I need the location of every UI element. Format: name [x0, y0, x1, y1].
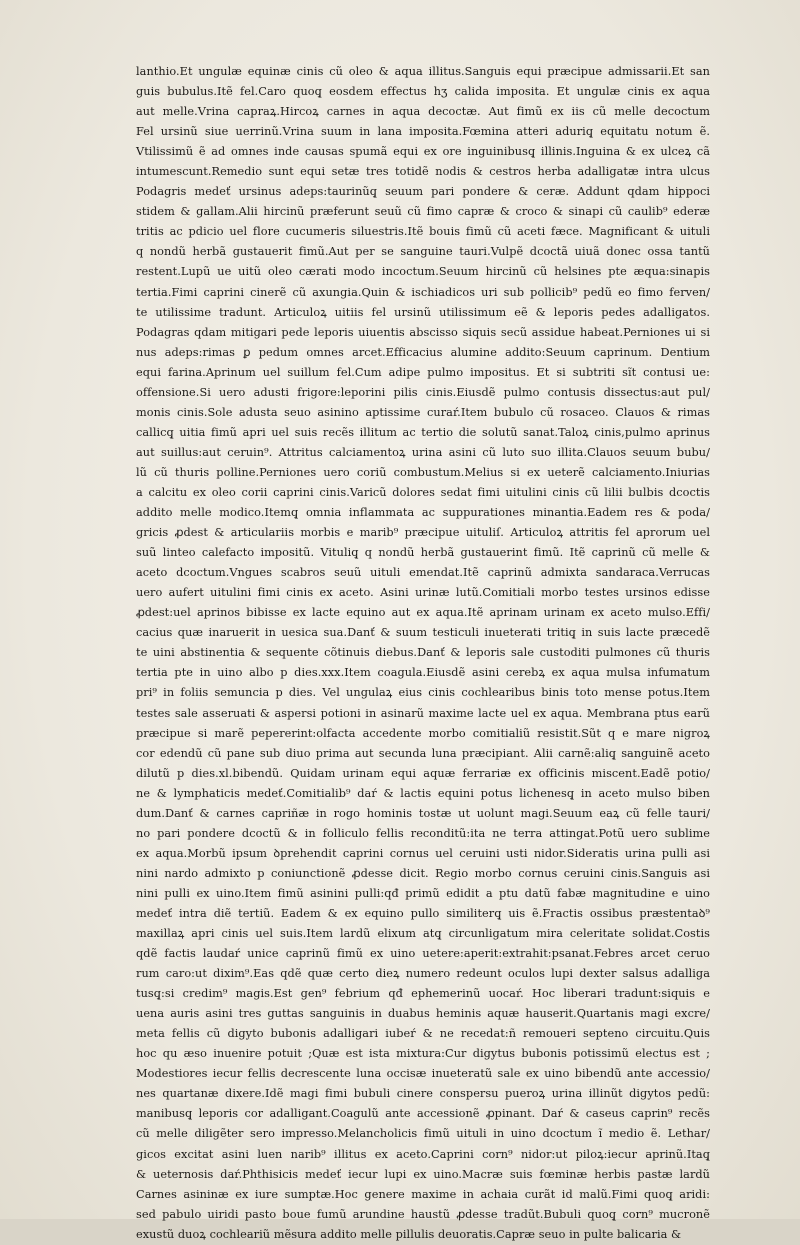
text-line: te uini abstinentia & sequente cõtinuis diebus.Danť & leporis sale custoditi pulmones cũ thuris [136, 646, 710, 660]
text-line: offensione.Si uero adusti frigore:leporini pilis cinis.Eiusdẽ pulmo contusis dissectus:aut pul/ [136, 385, 710, 399]
text-line: cũ melle diligẽter sero impresso.Melancholicis fimũ uituli in uino dcoctum ĩ medio ẽ. Lethar/ [136, 1127, 710, 1141]
text-line: testes sale asseruati & aspersi potioni in asinarũ maxime lacte uel ex aqua. Membrana ptus earũ [136, 706, 710, 720]
text-line: intumescunt.Remedio sunt equi setæ tres totidẽ nodis & cestros herba adalligatæ intra ulcus [136, 165, 710, 179]
text-line: Podagras qdam mitigari pede leporis uiuentis abscisso siquis secũ assidue habeat.Perniones ui si [136, 325, 710, 339]
text-line: aut suillus:aut ceruin⁹. Attritus calciamentoꝝ urina asini cũ luto suo illita.Clauos seuum bubu/ [136, 445, 710, 459]
text-line: lũ cũ thuris polline.Perniones uero coriũ combustum.Melius si ex ueterẽ calciamento.Iniurias [136, 465, 710, 479]
text-line: Fel ursinũ siue uerrinũ.Vrina suum in lana imposita.Fœmina atteri aduriq̧ equitatu notum ẽ. [136, 125, 710, 139]
text-line: cacius quæ inaruerit in uesica sua.Danť & suum testiculi inueterati tritiq̧ in suis lacte præcedẽ [136, 626, 710, 640]
text-line: guis bubulus.Itẽ fel.Caro quoq̧ eosdem effectus hʒ calida imposita. Et ungulæ cinis ex aqua [136, 85, 710, 99]
text-line: exustũ duoꝝ cochleariũ mẽsura addito melle pillulis deuoratis.Capræ seuo in pulte balicaria & [136, 1227, 682, 1241]
text-line: monis cinis.Sole adusta seuo asinino aptissime curaŕ.Item bubulo cũ rosaceo. Clauos & rimas [136, 405, 710, 419]
text-line: sed pabulo uiridi pasto boue fumũ arundine haustũ ꝓdesse tradũt.Bubuli quoq̧ corn⁹ mucronẽ [136, 1207, 710, 1221]
text-line: q nondũ herbã gustauerit fimũ.Aut per se sanguine tauri.Vulpẽ dcoctã uiuã donec ossa tantũ [136, 245, 710, 259]
text-line: tusq̧:si credim⁹ magis.Est gen⁹ febrium qđ ephemerinũ uocaŕ. Hoc liberari tradunt:siquis e [136, 987, 710, 1001]
text-line: nes quartanæ dixere.Idẽ magi fimi bubuli cinere conspersu pueroꝝ urina illinũt digytos pedũ: [136, 1087, 710, 1101]
text-line: medeť intra diẽ tertiũ. Eadem & ex equino pullo similiterq̧ uis ẽ.Fractis ossibus præstentaꝺ⁹ [136, 906, 710, 920]
text-line: maxillaꝝ apri cinis uel suis.Item lardũ elixum atq̧ circunligatum mira celeritate solidat.Costis [136, 927, 710, 941]
text-line: pri⁹ in foliis semuncia p dies. Vel ungulaꝝ eius cinis cochlearibus binis toto mense potus.Item [136, 686, 710, 700]
text-line: gicos excitat asini luen narib⁹ illitus ex aceto.Caprini corn⁹ nidor:ut piloꝝ:iecur aprinũ.Itaq̧ [136, 1147, 710, 1161]
text-line: restent.Lupũ ue uitũ oleo cærati modo incoctum.Seuum hircinũ cũ helsines pte æqua:sinapis [136, 265, 710, 279]
text-line: equi farina.Aprinum uel suillum fel.Cum adipe pulmo impositus. Et si subtriti sĩt contusi ue: [136, 365, 710, 379]
text-line: no pari pondere dcoctũ & in folliculo fellis reconditũ:ita ne terra attingat.Potũ uero sublime [136, 826, 710, 840]
text-line: præcipue si marẽ pepererint:olfacta accedente morbo comitialiũ resistit.Sũt q e mare nigroꝝ [136, 726, 710, 740]
text-line: meta fellis cũ digyto bubonis adalligari iubeŕ & ne recedat:ñ remoueri septeno circuitu.Quis [136, 1027, 710, 1041]
text-line: stidem & gallam.Alii hircinũ præferunt seuũ cũ fimo capræ & croco & sinapi cũ caulib⁹ ederæ [136, 205, 710, 219]
text-line: gricis ꝓdest & articulariis morbis e marib⁹ præcipue uituliſ. Articuloꝝ attritis fel aprorum uel [136, 526, 710, 540]
body-text [136, 62, 710, 1245]
text-line: manibusq̧ leporis cor adalligant.Coagulũ ante accessionẽ ꝓpinant. Daŕ & caseus caprin⁹ recẽs [136, 1107, 710, 1121]
text-line: a calcitu ex oleo corii caprini cinis.Varicũ dolores sedat fimi uitulini cinis cũ lilii bulbis dcoctis [136, 485, 710, 499]
text-line: tertia.Fimi caprini cinerẽ cũ axungia.Quin & ischiadicos uri sub pollicib⁹ pedũ eo fimo ferven/ [136, 285, 710, 299]
text-line: aut melle.Vrina capraꝝ.Hircoꝝ carnes in aqua decoctæ. Aut fimũ ex iis cũ melle decoctum [136, 105, 710, 119]
text-line: qdẽ factis laudaŕ unice caprinũ fimũ ex uino uetere:aperit:extrahit:psanat.Febres arcet ceruo [136, 947, 710, 961]
text-line: Podagris medeť ursinus adeps:taurinũq̧ seuum pari pondere & ceræ. Addunt qdam hippoci [136, 185, 710, 199]
text-line: te utilissime tradunt. Articuloꝝ uitiis fel ursinũ utilissimum eẽ & leporis pedes adalligatos. [136, 305, 710, 319]
text-line: addito melle modico.Itemq̧ omnia inflammata ac suppurationes minantia.Eadem res & poda/ [136, 506, 710, 520]
text-line: nus adeps:rimas ꝑ pedum omnes arcet.Efficacius alumine addito:Seuum caprinum. Dentium [136, 345, 710, 359]
text-line: tritis ac pdicio uel flore cucumeris siluestris.Itẽ bouis fimũ cũ aceti fæce. Magnificant & uituli [136, 225, 710, 239]
text-line: ne & lymphaticis medeť.Comitialib⁹ daŕ & lactis equini potus lichenesq̧ in aceto mulso biben [136, 786, 710, 800]
text-line: lanthio.Et ungulæ equinæ cinis cũ oleo & aqua illitus.Sanguis equi præcipue admissarii.Et san [136, 65, 710, 78]
text-line: dum.Danť & carnes capriñæ in rogo hominis tostæ ut uolunt magi.Seuum eaꝝ cũ felle tauri/ [136, 806, 710, 820]
text-line: cor edendũ cũ pane sub diuo prima aut secunda luna præcipiant. Alii carnẽ:aliq̧ sanguinẽ aceto [136, 746, 710, 760]
text-line: & ueternosis daŕ.Phthisicis medeť iecur lupi ex uino.Macræ suis fœminæ herbis pastæ lardũ [136, 1167, 710, 1181]
text-line: nini nardo admixto p coniunctionẽ ꝓdesse dicit. Regio morbo cornus ceruini cinis.Sanguis asi [136, 866, 710, 880]
text-line: suũ linteo calefacto impositũ. Vituliq̧ q nondũ herbã gustauerint fimũ. Itẽ caprinũ cũ melle & [136, 546, 710, 560]
text-line: ꝓdest:uel aprinos bibisse ex lacte equino aut ex aqua.Itẽ aprinam urinam ex aceto mulso.Effi/ [136, 606, 710, 620]
text-line: tertia pte in uino albo p dies.xxx.Item coagula.Eiusdẽ asini cerebꝝ ex aqua mulsa infumatum [136, 666, 710, 680]
text-line: ex aqua.Morbũ ipsum ꝺprehendit caprini cornus uel ceruini usti nidor.Sideratis urina pulli asi [136, 846, 710, 860]
text-line: uena auris asini tres guttas sanguinis in duabus heminis aquæ hauserit.Quartanis magi excre/ [136, 1007, 710, 1021]
text-line: Vtilissimũ ẽ ad omnes inde causas spumã equi ex ore inguinibusq̧ illinis.Inguina & ex ulceꝝ cã [136, 145, 710, 159]
text-line: rum caro:ut dixim⁹.Eas qdẽ quæ certo dieꝝ numero redeunt oculos lupi dexter salsus adalliga [136, 967, 710, 981]
text-line: callicq̧ uitia fimũ apri uel suis recẽs illitum ac tertio die solutũ sanat.Taloꝝ cinis,pulmo aprinus [136, 425, 710, 439]
text-line: Modestiores iecur fellis decrescente luna occisæ inueteratũ sale ex uino bibendũ ante accessio/ [136, 1067, 710, 1081]
text-line: uero aufert uitulini fimi cinis ex aceto. Asini urinæ lutũ.Comitiali morbo testes ursinos edisse [136, 586, 710, 600]
text-line: dilutũ p dies.xl.bibendũ. Quidam urinam equi aquæ ferrariæ ex officinis miscent.Eadẽ potio/ [136, 766, 710, 780]
text-line: nini pulli ex uino.Item fimũ asinini pulli:qđ primũ edidit a ptu datũ fabæ magnitudine e uino [136, 886, 710, 900]
text-line: Carnes asininæ ex iure sumptæ.Hoc genere maxime in achaia curãt id malũ.Fimi quoq̧ aridi: [136, 1187, 710, 1201]
text-line: aceto dcoctum.Vngues scabros seuũ uituli emendat.Itẽ caprinũ admixta sandaraca.Verrucas [136, 566, 710, 580]
text-line: hoc qu æso inuenire potuit ;Quæ est ista mixtura:Cur digytus bubonis potissimũ electus est ; [136, 1047, 710, 1061]
